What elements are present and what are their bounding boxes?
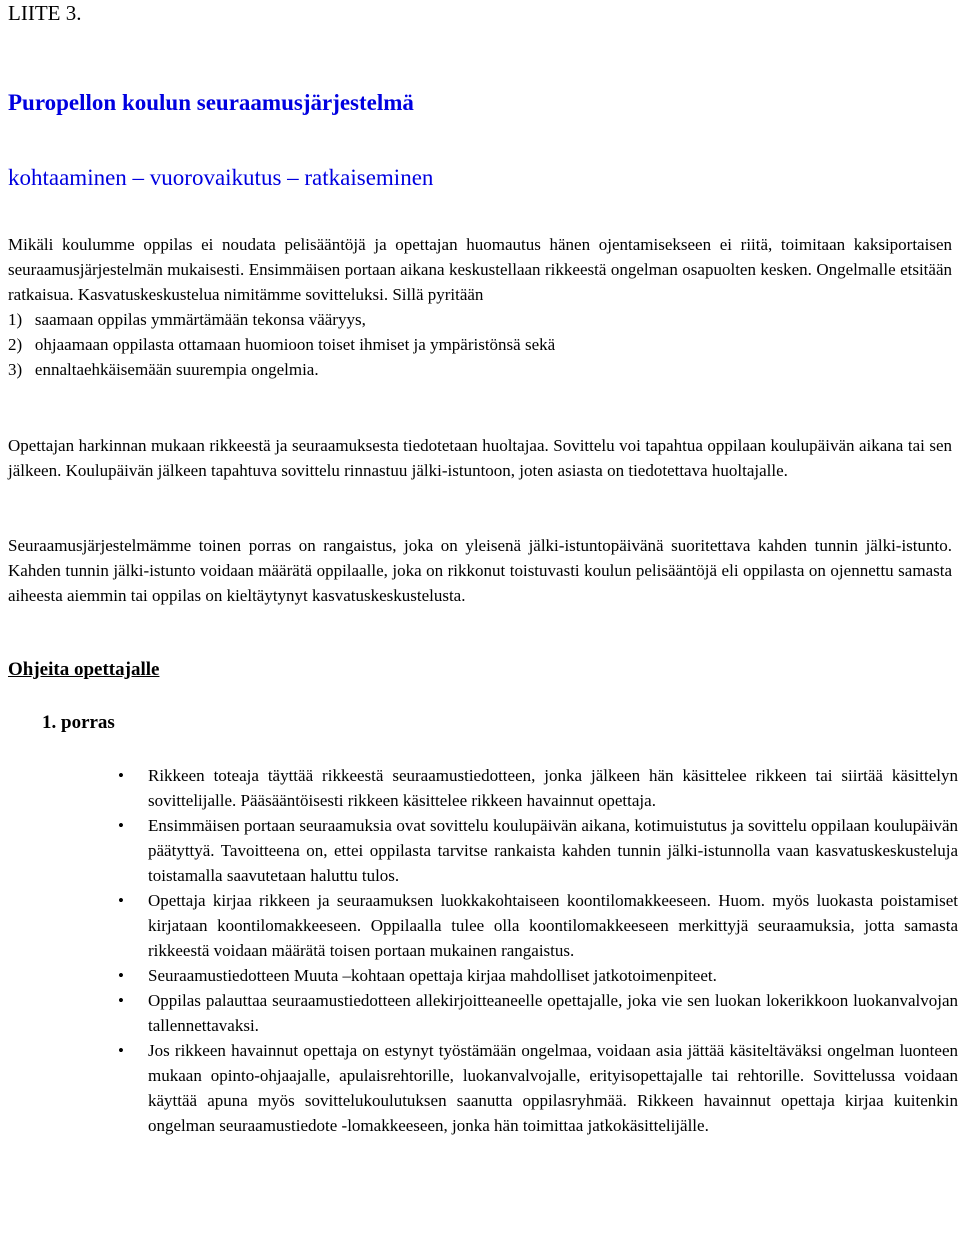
instruction-text: Rikkeen toteaja täyttää rikkeestä seuraamustiedotteen, jonka jälkeen hän käsittelee rikkeen tai siirtää käsittelyn sovittelijalle. Pääsääntöisesti rikkeen käsittelee rikkeen havainnut opettaja. xyxy=(148,766,958,810)
bullet-icon: • xyxy=(118,891,124,910)
bullet-icon: • xyxy=(118,766,124,785)
goal-item: 2) ohjaamaan oppilasta ottamaan huomioon toiset ihmiset ja ympäristönsä sekä xyxy=(8,335,556,354)
goals-list xyxy=(8,307,952,382)
bullet-icon: • xyxy=(118,991,124,1010)
instruction-item xyxy=(118,813,958,888)
instructions-heading: Ohjeita opettajalle xyxy=(8,659,160,680)
notification-paragraph: Opettajan harkinnan mukaan rikkeestä ja seuraamuksesta tiedotetaan huoltajaa. Sovittelu voi tapahtua oppilaan koulupäivän aikana tai sen jälkeen. Koulupäivän jälkeen tapahtuva sovittelu rinnastuu jälki-istuntoon, joten asiasta on tiedotettava huoltajalle. xyxy=(8,436,952,480)
bullet-icon: • xyxy=(118,966,124,985)
goal-item: 1) saamaan oppilas ymmärtämään tekonsa vääryys, xyxy=(8,310,366,329)
instruction-text: Oppilas palauttaa seuraamustiedotteen allekirjoitteaneelle opettajalle, joka vie sen luokan lokerikkoon luokanvalvojan tallennettavaksi. xyxy=(148,991,958,1035)
instruction-item xyxy=(118,763,958,813)
bullet-icon: • xyxy=(118,816,124,835)
goal-item: 3) ennaltaehkäisemään suurempia ongelmia. xyxy=(8,360,319,379)
appendix-label: LIITE 3. xyxy=(8,1,82,25)
instruction-item xyxy=(118,1038,958,1138)
instruction-text: Seuraamustiedotteen Muuta –kohtaan opettaja kirjaa mahdolliset jatkotoimenpiteet. xyxy=(148,966,717,985)
intro-text: Mikäli koulumme oppilas ei noudata pelisääntöjä ja opettajan huomautus hänen ojentamisekseen ei riitä, toimitaan kaksiportaisen seuraamusjärjestelmän mukaisesti. Ensimmäisen portaan aikana keskustellaan rikkeestä ongelman osapuolten kesken. Ongelmalle etsitään ratkaisua. Kasvatuskeskustelua nimitämme sovitteluksi. Sillä pyritään xyxy=(8,235,952,304)
instruction-item xyxy=(118,988,958,1038)
instruction-item xyxy=(118,888,958,963)
instruction-text: Jos rikkeen havainnut opettaja on estynyt työstämään ongelmaa, voidaan asia jättää käsiteltäväksi ongelman luonteen mukaan opinto-ohjaajalle, apulaisrehtorille, luokanvalvojalle, erityisopettajalle tai rehtorille. Sovittelussa voidaan käyttää apuna myös sovittelukoulutuksen saanutta oppilasryhmää. Rikkeen havainnut opettaja kirjaa kuitenkin ongelman seuraamustiedote -lomakkeeseen, jonka hän toimittaa jatkokäsittelijälle. xyxy=(148,1041,958,1135)
document-subtitle: kohtaaminen – vuorovaikutus – ratkaiseminen xyxy=(8,165,434,190)
step-heading: 1. porras xyxy=(42,712,115,733)
intro-paragraph xyxy=(8,232,952,382)
bullet-icon: • xyxy=(118,1041,124,1060)
instruction-item xyxy=(118,963,958,988)
punishment-paragraph: Seuraamusjärjestelmämme toinen porras on rangaistus, joka on yleisenä jälki-istuntopäivänä suoritettava kahden tunnin jälki-istunto. Kahden tunnin jälki-istunto voidaan määrätä oppilaalle, joka on rikkonut toistuvasti koulun pelisääntöjä eli oppilasta on ojennettu samasta aiheesta aiemmin tai oppilas on kieltäytynyt kasvatuskeskustelusta. xyxy=(8,536,952,605)
document-title: Puropellon koulun seuraamusjärjestelmä xyxy=(8,90,414,115)
instructions-list xyxy=(118,763,958,1138)
instruction-text: Opettaja kirjaa rikkeen ja seuraamuksen luokkakohtaiseen koontilomakkeeseen. Huom. myös luokasta poistamiset kirjataan koontilomakkeeseen. Oppilaalla tulee olla koontilomakkeeseen merkittyjä seuraamuksia, jotta samasta rikkeestä voidaan määrätä toisen portaan mukainen rangaistus. xyxy=(148,891,958,960)
instruction-text: Ensimmäisen portaan seuraamuksia ovat sovittelu koulupäivän aikana, kotimuistutus ja sovittelu oppilaan koulupäivän päätyttyä. Tavoitteena on, ettei oppilasta tarvitse rankaista kahden tunnin jälki-istunnolla vaan kasvatuskeskusteluja toistamalla saavutetaan haluttu tulos. xyxy=(148,816,958,885)
